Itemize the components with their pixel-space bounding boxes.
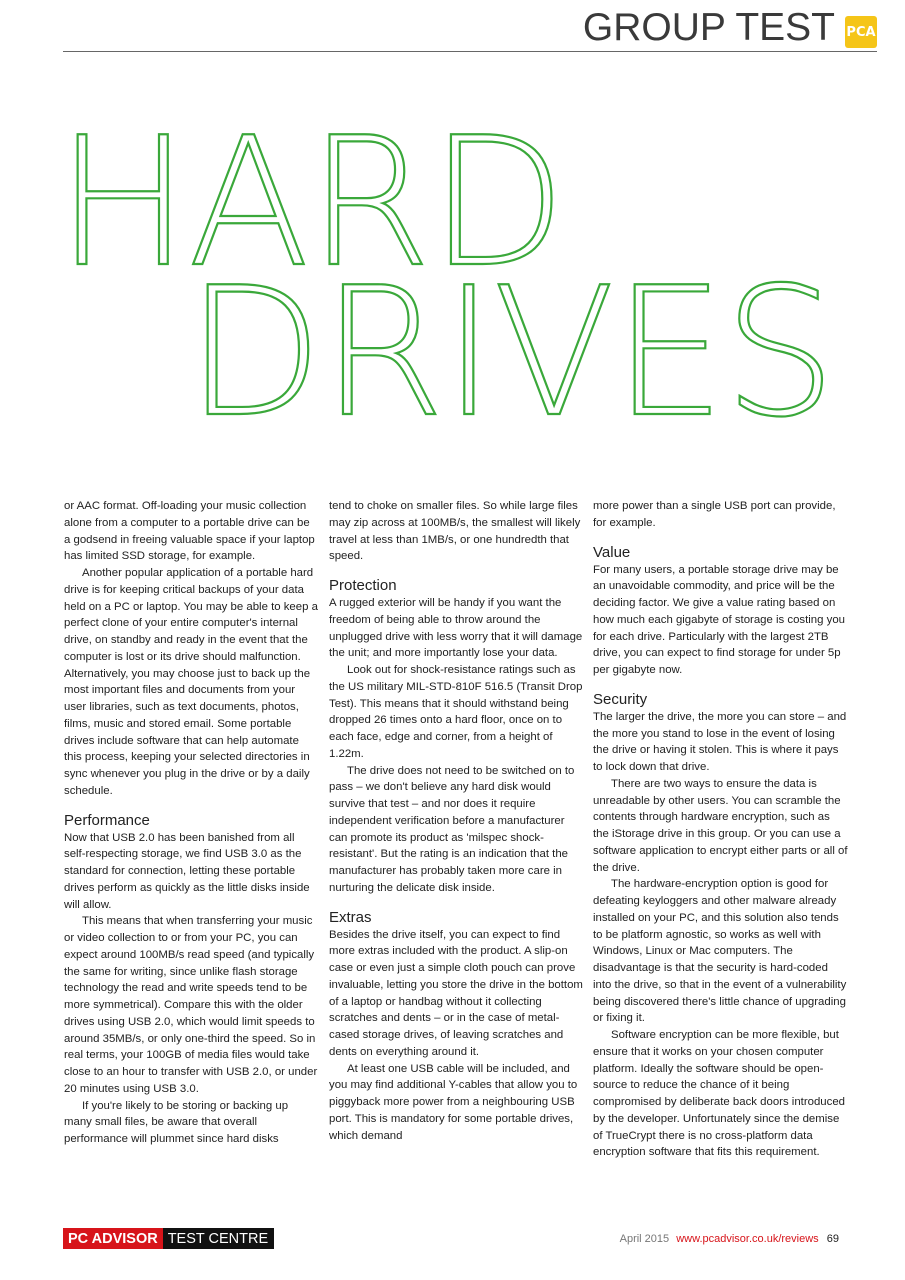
column-2: [329, 498, 584, 1144]
footer-url-link[interactable]: www.pcadvisor.co.uk/reviews: [676, 1233, 819, 1245]
heading-security: Security: [593, 690, 648, 708]
paragraph: or AAC format. Off-loading your music collection alone from a computer to a portable drive can be a godsend in freeing valuable space if your laptop has limited SSD storage, for example.: [64, 500, 315, 563]
paragraph: Another popular application of a portable hard drive is for keeping critical backups of your data held on a PC or laptop. You may be able to keep a perfect clone of your entire computer's internal drive, on standby and ready in the event that the computer is lost or its drive should malfunction. Alternatively, you may choose just to back up the most important files and documents from your user libraries, such as text documents, photos, films, music and stored email. Some portable drives include software that can help automate this process, keeping your selected directories in sync whenever you plug in the drive or by a daily schedule.: [64, 567, 318, 797]
title-line-1: HARD: [56, 99, 565, 306]
paragraph: The hardware-encryption option is good for defeating keyloggers and other malware already installed on your PC, and this solution also tends to be platform agnostic, so works as well with Windows, Linux or Mac computers. The disadvantage is that the security is hard-coded into the drive, so that in the event of a vulnerability being discovered there's little chance of upgrading or fixing it.: [593, 878, 847, 1025]
paragraph: A rugged exterior will be handy if you want the freedom of being able to throw around the unplugged drive with less worry that it will damage the unit; and more importantly lose your data.: [329, 597, 583, 660]
paragraph: Software encryption can be more flexible, but ensure that it works on your chosen computer platform. Ideally the software should be open-source to reduce the chance of it being compromised by deliberate back doors introduced by the developer. Unfortunately since the demise of TrueCrypt there is no cross-platform data encryption software that fits this requirement.: [593, 1029, 845, 1159]
paragraph: tend to choke on smaller files. So while large files may zip across at 100MB/s, the smallest will likely travel at less than 1MB/s, or one hundredth that speed.: [329, 500, 581, 563]
paragraph: If you're likely to be storing or backing up many small files, be aware that overall performance will plummet since hard disks: [64, 1099, 289, 1145]
pca-logo-icon: PCA: [845, 16, 877, 48]
paragraph: more power than a single USB port can provide, for example.: [593, 500, 836, 529]
heading-performance: Performance: [64, 811, 150, 829]
paragraph: Besides the drive itself, you can expect to find more extras included with the product. A slip-on case or even just a simple cloth pouch can prove invaluable, letting you store the drive in the bottom of a laptop or handbag without it collecting scratches and dents – or in the case of metal-cased storage drives, of leaving scratches and dents on everything around it.: [329, 928, 583, 1058]
paragraph: Now that USB 2.0 has been banished from all self-respecting storage, we find USB 3.0 as the standard for connection, letting these portable drives perform as quickly as the little disks inside will allow.: [64, 831, 310, 911]
column-1: [64, 498, 319, 1148]
paragraph: This means that when transferring your music or video collection to or from your PC, you can expect around 100MB/s read speed (and typically the same for writing, since unlike flash storage technology the read and write speeds tend to be more symmetrical). Compare this with the older drives using USB 2.0, which would limit speeds to around 35MB/s, or only one-third the speed. So in real terms, your 100GB of media files would take close to an hour to transfer with USB 2.0, or under 20 minutes using USB 3.0.: [64, 915, 318, 1095]
column-3: [593, 498, 848, 1161]
heading-protection: Protection: [329, 577, 397, 594]
pc-advisor-test-centre-logo: [63, 1228, 274, 1249]
section-title: GROUP TEST: [582, 6, 835, 49]
title-line-2: DRIVES: [186, 249, 835, 456]
paragraph: At least one USB cable will be included, and you may find additional Y-cables that allow you to piggyback more power from a neighbouring USB port. This is mandatory for some portable drives, which demand: [329, 1062, 578, 1142]
header-rule: [63, 51, 877, 52]
footer-info: [620, 1233, 839, 1245]
logo-pc-advisor: PC ADVISOR: [63, 1228, 163, 1249]
page-title: [56, 99, 835, 456]
logo-test-centre: TEST CENTRE: [163, 1228, 274, 1249]
paragraph: There are two ways to ensure the data is unreadable by other users. You can scramble the contents through hardware encryption, such as the iStorage drive in this group. Or you can use a software application to encrypt either parts or all of the drive.: [593, 777, 848, 874]
heading-value: Value: [593, 543, 631, 561]
paragraph: For many users, a portable storage drive may be an unavoidable commodity, and price will be the deciding factor. We give a value rating based on how much each gigabyte of storage is costing you for each drive. Particularly with the largest 2TB drive, you can expect to find storage for under 5p per gigabyte now.: [593, 563, 846, 676]
issue-date: April 2015: [619, 1233, 670, 1245]
paragraph: The drive does not need to be switched on to pass – we don't believe any hard disk would survive that test – and nor does it require independent verification before a manufacturer can promote its product as 'milspec shock-resistant'. But the rating is an indication that the manufacturer has probably taken more care in nurturing the delicate disk inside.: [329, 764, 575, 894]
heading-extras: Extras: [329, 908, 372, 926]
paragraph: Look out for shock-resistance ratings such as the US military MIL-STD-810F 516.5 (Transit Drop Test). This means that it should withstand being dropped 26 times onto a hard floor, once on to each face, edge and corner, from a height of 1.22m.: [329, 664, 583, 760]
paragraph: The larger the drive, the more you can store – and the more you stand to lose in the event of losing the drive or having it stolen. This is where it pays to lock down that drive.: [593, 710, 847, 773]
page-number: 69: [826, 1233, 839, 1245]
